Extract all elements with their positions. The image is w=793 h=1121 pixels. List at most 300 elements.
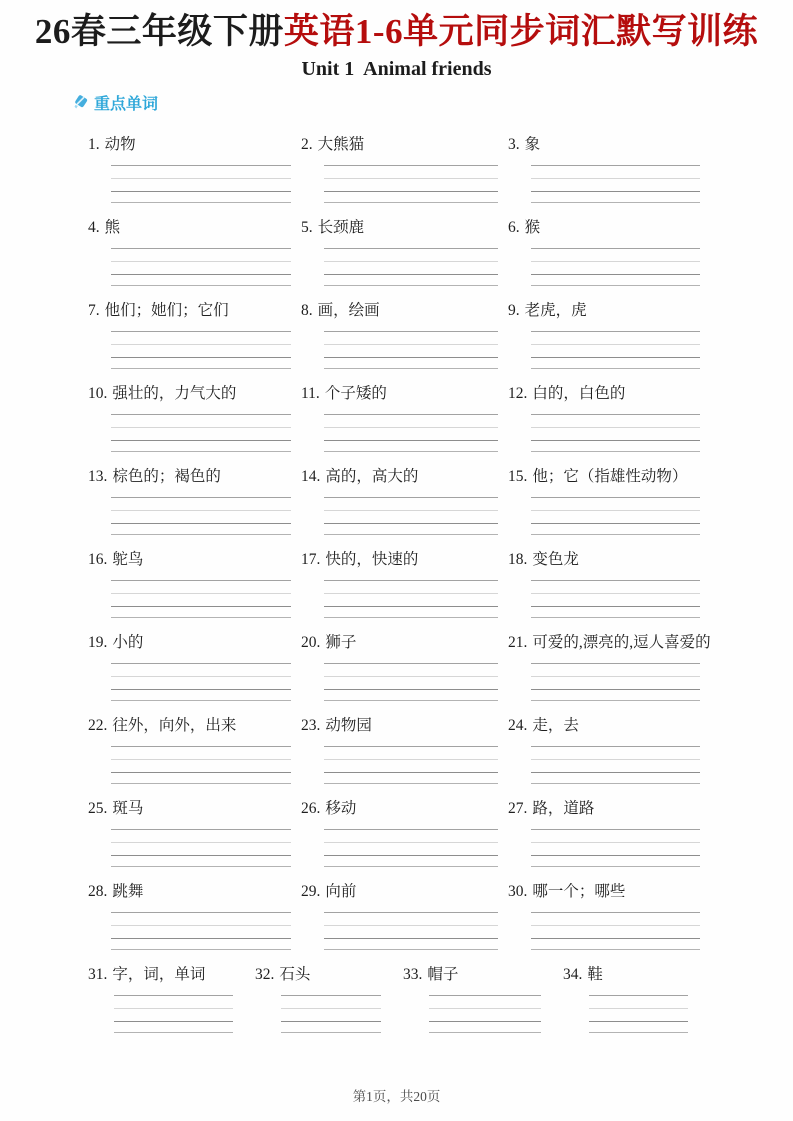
- word-chinese: 快的，快速的: [325, 551, 419, 569]
- writing-line: [111, 700, 291, 701]
- word-item: [88, 962, 255, 1045]
- writing-line: [531, 829, 700, 830]
- word-label: [88, 547, 301, 569]
- writing-lines-group: [324, 497, 498, 535]
- word-chinese: 熊: [104, 219, 121, 237]
- writing-line: [531, 772, 700, 773]
- word-number: 24.: [508, 717, 528, 735]
- writing-line: [324, 606, 498, 607]
- writing-line: [531, 606, 700, 607]
- writing-line: [111, 772, 291, 773]
- writing-lines-group: [429, 995, 541, 1033]
- word-item: [88, 298, 301, 381]
- writing-line: [324, 580, 498, 581]
- writing-line: [111, 783, 291, 784]
- writing-line: [324, 451, 498, 452]
- word-number: 7.: [88, 302, 100, 320]
- writing-line: [531, 248, 700, 249]
- word-row: [88, 381, 710, 464]
- writing-lines-group: [111, 663, 291, 701]
- writing-line: [324, 285, 498, 286]
- writing-line: [111, 440, 291, 441]
- word-chinese: 狮子: [325, 634, 357, 652]
- word-number: 1.: [88, 136, 100, 154]
- word-number: 34.: [563, 966, 583, 984]
- word-label: [88, 796, 301, 818]
- writing-lines-group: [531, 331, 700, 369]
- writing-line: [429, 1021, 541, 1022]
- word-chinese: 字，词，单词: [112, 966, 206, 984]
- writing-line: [531, 912, 700, 913]
- word-chinese: 可爱的,漂亮的,逗人喜爱的: [532, 634, 711, 652]
- writing-line: [531, 178, 700, 179]
- writing-line: [324, 700, 498, 701]
- writing-line: [531, 510, 700, 511]
- writing-lines-group: [324, 663, 498, 701]
- writing-line: [324, 191, 498, 192]
- writing-lines-group: [531, 912, 700, 950]
- writing-line: [281, 1008, 381, 1009]
- word-item: [88, 630, 301, 713]
- word-number: 19.: [88, 634, 108, 652]
- word-label: [88, 381, 301, 403]
- word-item: [301, 879, 508, 962]
- word-label: [88, 215, 301, 237]
- word-row: [88, 298, 710, 381]
- word-chinese: 往外，向外，出来: [112, 717, 237, 735]
- word-number: 32.: [255, 966, 275, 984]
- word-number: 17.: [301, 551, 321, 569]
- title-grade-part: 26春三年级下册: [34, 12, 284, 51]
- word-item: [301, 547, 508, 630]
- writing-line: [111, 427, 291, 428]
- writing-line: [324, 414, 498, 415]
- word-chinese: 鞋: [587, 966, 603, 984]
- section-header: [72, 91, 793, 113]
- writing-line: [429, 1032, 541, 1033]
- writing-line: [531, 534, 700, 535]
- writing-lines-group: [111, 497, 291, 535]
- word-number: 20.: [301, 634, 321, 652]
- word-label: [88, 630, 301, 652]
- word-chinese: 向前: [325, 883, 357, 901]
- writing-line: [324, 534, 498, 535]
- word-item: [301, 381, 508, 464]
- writing-line: [111, 274, 291, 275]
- word-item: [508, 796, 710, 879]
- word-label: [88, 713, 301, 735]
- writing-line: [531, 331, 700, 332]
- writing-line: [531, 202, 700, 203]
- word-label: [301, 713, 508, 735]
- writing-line: [531, 427, 700, 428]
- word-chinese: 移动: [325, 800, 357, 818]
- writing-line: [324, 772, 498, 773]
- writing-line: [531, 440, 700, 441]
- word-item: [88, 879, 301, 962]
- word-label: [301, 381, 508, 403]
- word-label: [88, 132, 301, 154]
- word-item: [88, 381, 301, 464]
- writing-line: [531, 783, 700, 784]
- page-number: 第1页，共20页: [352, 1089, 441, 1104]
- word-item: [508, 215, 710, 298]
- word-row: [88, 132, 710, 215]
- word-chinese: 画，绘画: [317, 302, 380, 320]
- writing-line: [531, 523, 700, 524]
- writing-line: [281, 995, 381, 996]
- writing-line: [324, 949, 498, 950]
- word-number: 31.: [88, 966, 108, 984]
- writing-line: [111, 510, 291, 511]
- word-label: [88, 962, 255, 984]
- writing-lines-group: [114, 995, 233, 1033]
- writing-line: [324, 344, 498, 345]
- writing-lines-group: [324, 746, 498, 784]
- writing-line: [531, 165, 700, 166]
- word-row: [88, 713, 710, 796]
- word-item: [508, 381, 710, 464]
- writing-lines-group: [531, 746, 700, 784]
- writing-line: [531, 689, 700, 690]
- word-label: [88, 879, 301, 901]
- word-item: [301, 796, 508, 879]
- word-item: [88, 464, 301, 547]
- word-label: [301, 464, 508, 486]
- word-item: [88, 215, 301, 298]
- word-label: [255, 962, 403, 984]
- word-item: [88, 713, 301, 796]
- writing-line: [324, 248, 498, 249]
- word-chinese: 高的，高大的: [325, 468, 419, 486]
- writing-line: [111, 285, 291, 286]
- writing-line: [531, 746, 700, 747]
- writing-line: [324, 829, 498, 830]
- word-number: 28.: [88, 883, 108, 901]
- writing-line: [589, 1008, 688, 1009]
- word-item: [563, 962, 710, 1045]
- word-chinese: 帽子: [427, 966, 459, 984]
- word-item: [508, 713, 710, 796]
- writing-line: [114, 1021, 233, 1022]
- word-number: 33.: [403, 966, 423, 984]
- writing-line: [531, 676, 700, 677]
- writing-lines-group: [111, 414, 291, 452]
- word-number: 3.: [508, 136, 520, 154]
- writing-lines-group: [111, 165, 291, 203]
- writing-lines-group: [589, 995, 688, 1033]
- word-row: [88, 879, 710, 962]
- writing-line: [324, 331, 498, 332]
- writing-lines-group: [531, 580, 700, 618]
- writing-lines-group: [531, 497, 700, 535]
- writing-lines-group: [111, 580, 291, 618]
- writing-line: [111, 925, 291, 926]
- writing-line: [111, 497, 291, 498]
- page-footer: [0, 1085, 793, 1105]
- word-chinese: 猴: [524, 219, 541, 237]
- writing-line: [531, 866, 700, 867]
- word-chinese: 小的: [112, 634, 144, 652]
- writing-line: [324, 261, 498, 262]
- word-label: [508, 215, 710, 237]
- writing-line: [324, 523, 498, 524]
- word-item: [508, 630, 710, 713]
- writing-line: [324, 842, 498, 843]
- writing-lines-group: [324, 414, 498, 452]
- writing-line: [111, 949, 291, 950]
- word-grid: [88, 132, 710, 1045]
- word-label: [508, 547, 710, 569]
- word-chinese: 动物园: [325, 717, 372, 735]
- writing-line: [324, 357, 498, 358]
- writing-line: [324, 202, 498, 203]
- writing-lines-group: [324, 331, 498, 369]
- writing-line: [111, 368, 291, 369]
- word-item: [301, 298, 508, 381]
- writing-lines-group: [531, 165, 700, 203]
- writing-line: [114, 995, 233, 996]
- word-chinese: 大熊猫: [317, 136, 365, 154]
- writing-line: [111, 606, 291, 607]
- word-number: 8.: [301, 302, 313, 320]
- word-number: 29.: [301, 883, 321, 901]
- writing-line: [531, 261, 700, 262]
- word-label: [301, 547, 508, 569]
- word-label: [301, 879, 508, 901]
- writing-line: [111, 617, 291, 618]
- word-item: [508, 879, 710, 962]
- word-item: [508, 298, 710, 381]
- writing-line: [111, 191, 291, 192]
- writing-line: [111, 842, 291, 843]
- writing-line: [589, 995, 688, 996]
- word-chinese: 石头: [279, 966, 311, 984]
- writing-line: [531, 191, 700, 192]
- writing-lines-group: [324, 912, 498, 950]
- writing-line: [589, 1032, 688, 1033]
- word-item: [301, 132, 508, 215]
- writing-line: [111, 580, 291, 581]
- word-chinese: 动物: [104, 136, 136, 154]
- word-chinese: 强壮的，力气大的: [112, 385, 237, 403]
- word-chinese: 象: [524, 136, 541, 154]
- writing-line: [324, 866, 498, 867]
- writing-line: [429, 1008, 541, 1009]
- writing-line: [324, 925, 498, 926]
- word-label: [508, 464, 710, 486]
- word-number: 11.: [301, 385, 320, 403]
- writing-line: [111, 451, 291, 452]
- word-chinese: 斑马: [112, 800, 144, 818]
- word-number: 10.: [88, 385, 108, 403]
- writing-line: [324, 938, 498, 939]
- writing-line: [531, 663, 700, 664]
- word-number: 16.: [88, 551, 108, 569]
- writing-line: [324, 617, 498, 618]
- word-row: [88, 796, 710, 879]
- writing-line: [111, 855, 291, 856]
- writing-line: [531, 938, 700, 939]
- word-number: 18.: [508, 551, 528, 569]
- word-number: 5.: [301, 219, 313, 237]
- writing-lines-group: [531, 663, 700, 701]
- writing-line: [111, 344, 291, 345]
- word-label: [88, 298, 301, 320]
- writing-lines-group: [111, 248, 291, 286]
- word-chinese: 他；它（指雄性动物）: [532, 468, 688, 486]
- title-subject-part: 英语1-6单元同步词汇默写训练: [283, 12, 759, 51]
- word-label: [508, 298, 710, 320]
- word-number: 2.: [301, 136, 313, 154]
- word-label: [508, 132, 710, 154]
- word-label: [508, 630, 710, 652]
- word-chinese: 走，去: [532, 717, 579, 735]
- writing-line: [324, 689, 498, 690]
- writing-line: [111, 676, 291, 677]
- word-number: 27.: [508, 800, 528, 818]
- section-label: 重点单词: [94, 95, 159, 113]
- writing-line: [531, 617, 700, 618]
- writing-lines-group: [531, 414, 700, 452]
- word-item: [255, 962, 403, 1045]
- writing-line: [531, 344, 700, 345]
- writing-line: [531, 580, 700, 581]
- word-item: [88, 796, 301, 879]
- writing-lines-group: [324, 165, 498, 203]
- writing-line: [111, 357, 291, 358]
- word-chinese: 他们；她们；它们: [104, 302, 229, 320]
- word-chinese: 跳舞: [112, 883, 144, 901]
- writing-line: [531, 285, 700, 286]
- word-chinese: 老虎，虎: [524, 302, 587, 320]
- writing-line: [114, 1032, 233, 1033]
- writing-line: [324, 510, 498, 511]
- word-label: [301, 796, 508, 818]
- writing-lines-group: [111, 746, 291, 784]
- word-chinese: 个子矮的: [324, 385, 387, 403]
- writing-lines-group: [111, 912, 291, 950]
- word-item: [301, 630, 508, 713]
- word-label: [88, 464, 301, 486]
- word-item: [301, 215, 508, 298]
- word-item: [508, 132, 710, 215]
- writing-line: [111, 165, 291, 166]
- writing-lines-group: [111, 829, 291, 867]
- writing-lines-group: [324, 248, 498, 286]
- writing-lines-group: [281, 995, 381, 1033]
- word-chinese: 长颈鹿: [317, 219, 365, 237]
- writing-line: [324, 593, 498, 594]
- word-item: [403, 962, 563, 1045]
- writing-line: [111, 248, 291, 249]
- writing-line: [324, 912, 498, 913]
- word-number: 12.: [508, 385, 528, 403]
- word-chinese: 变色龙: [532, 551, 579, 569]
- word-number: 21.: [508, 634, 528, 652]
- word-number: 4.: [88, 219, 100, 237]
- word-label: [301, 630, 508, 652]
- word-label: [301, 298, 508, 320]
- writing-lines-group: [324, 580, 498, 618]
- blue-gem-icon: [72, 94, 89, 111]
- writing-line: [324, 783, 498, 784]
- writing-line: [531, 855, 700, 856]
- writing-line: [111, 534, 291, 535]
- word-row: [88, 215, 710, 298]
- writing-line: [531, 700, 700, 701]
- word-chinese: 路，道路: [532, 800, 595, 818]
- writing-line: [531, 357, 700, 358]
- writing-lines-group: [531, 829, 700, 867]
- writing-line: [324, 663, 498, 664]
- writing-line: [324, 178, 498, 179]
- word-item: [301, 713, 508, 796]
- writing-line: [111, 866, 291, 867]
- writing-line: [531, 593, 700, 594]
- writing-line: [531, 497, 700, 498]
- word-chinese: 棕色的；褐色的: [112, 468, 221, 486]
- writing-line: [114, 1008, 233, 1009]
- writing-line: [111, 331, 291, 332]
- word-label: [508, 879, 710, 901]
- writing-line: [324, 855, 498, 856]
- writing-line: [111, 759, 291, 760]
- word-item: [88, 132, 301, 215]
- writing-line: [531, 414, 700, 415]
- word-row: [88, 464, 710, 547]
- word-label: [508, 713, 710, 735]
- writing-line: [429, 995, 541, 996]
- word-label: [301, 132, 508, 154]
- word-number: 30.: [508, 883, 528, 901]
- unit-subtitle: Unit 1 Animal friends: [301, 58, 492, 81]
- writing-line: [111, 261, 291, 262]
- writing-line: [324, 676, 498, 677]
- word-item: [301, 464, 508, 547]
- word-item: [508, 464, 710, 547]
- word-item: [508, 547, 710, 630]
- word-row: [88, 962, 710, 1045]
- writing-line: [324, 427, 498, 428]
- word-label: [301, 215, 508, 237]
- writing-lines-group: [324, 829, 498, 867]
- writing-line: [531, 925, 700, 926]
- word-label: [508, 381, 710, 403]
- writing-line: [111, 523, 291, 524]
- writing-line: [111, 912, 291, 913]
- writing-line: [281, 1021, 381, 1022]
- writing-line: [531, 842, 700, 843]
- writing-line: [531, 759, 700, 760]
- word-number: 14.: [301, 468, 321, 486]
- writing-line: [531, 451, 700, 452]
- word-number: 26.: [301, 800, 321, 818]
- word-number: 15.: [508, 468, 528, 486]
- writing-line: [531, 949, 700, 950]
- writing-line: [111, 829, 291, 830]
- writing-line: [111, 202, 291, 203]
- writing-line: [111, 178, 291, 179]
- writing-line: [531, 274, 700, 275]
- page-title: [0, 0, 793, 52]
- writing-line: [111, 593, 291, 594]
- writing-line: [324, 440, 498, 441]
- word-label: [403, 962, 563, 984]
- writing-line: [324, 165, 498, 166]
- writing-line: [324, 746, 498, 747]
- word-row: [88, 547, 710, 630]
